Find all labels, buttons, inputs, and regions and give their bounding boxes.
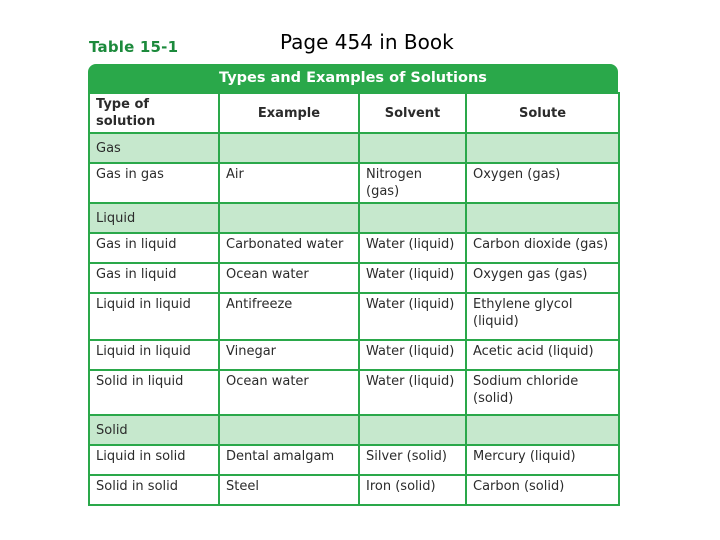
category-label: Liquid	[89, 203, 219, 233]
table-cell: Water (liquid)	[359, 340, 466, 370]
solutions-table	[88, 92, 620, 506]
table-cell: Steel	[219, 475, 359, 505]
table-row	[89, 263, 619, 293]
column-header: Type of solution	[89, 93, 219, 133]
table-cell: Nitrogen (gas)	[359, 163, 466, 203]
table-row	[89, 475, 619, 505]
column-header: Solvent	[359, 93, 466, 133]
category-row	[89, 133, 619, 163]
table-cell: Water (liquid)	[359, 263, 466, 293]
table-cell: Iron (solid)	[359, 475, 466, 505]
table-cell: Antifreeze	[219, 293, 359, 340]
column-header: Solute	[466, 93, 619, 133]
table-cell: Water (liquid)	[359, 370, 466, 415]
category-label: Gas	[89, 133, 219, 163]
table-cell: Silver (solid)	[359, 445, 466, 475]
table-row	[89, 293, 619, 340]
table-cell: Liquid in solid	[89, 445, 219, 475]
table-cell: Oxygen (gas)	[466, 163, 619, 203]
table-cell: Ocean water	[219, 263, 359, 293]
solutions-table-container	[88, 64, 618, 506]
table-cell: Solid in liquid	[89, 370, 219, 415]
table-cell: Liquid in liquid	[89, 293, 219, 340]
table-cell: Ocean water	[219, 370, 359, 415]
table-number-label: Table 15-1	[89, 38, 179, 56]
category-label: Solid	[89, 415, 219, 445]
table-row	[89, 163, 619, 203]
table-cell: Air	[219, 163, 359, 203]
table-cell: Ethylene glycol (liquid)	[466, 293, 619, 340]
category-row	[89, 203, 619, 233]
table-cell: Carbonated water	[219, 233, 359, 263]
table-cell: Sodium chloride (solid)	[466, 370, 619, 415]
table-cell: Vinegar	[219, 340, 359, 370]
table-header-row	[89, 93, 619, 133]
category-row	[89, 415, 619, 445]
table-cell: Dental amalgam	[219, 445, 359, 475]
table-row	[89, 370, 619, 415]
table-cell: Carbon dioxide (gas)	[466, 233, 619, 263]
table-row	[89, 445, 619, 475]
page-caption: Page 454 in Book	[280, 30, 454, 54]
table-cell: Gas in liquid	[89, 233, 219, 263]
table-cell: Water (liquid)	[359, 293, 466, 340]
table-title: Types and Examples of Solutions	[88, 64, 618, 92]
table-cell: Acetic acid (liquid)	[466, 340, 619, 370]
table-row	[89, 233, 619, 263]
table-row	[89, 340, 619, 370]
table-cell: Mercury (liquid)	[466, 445, 619, 475]
table-cell: Oxygen gas (gas)	[466, 263, 619, 293]
table-cell: Solid in solid	[89, 475, 219, 505]
table-cell: Liquid in liquid	[89, 340, 219, 370]
table-cell: Gas in gas	[89, 163, 219, 203]
column-header: Example	[219, 93, 359, 133]
table-cell: Gas in liquid	[89, 263, 219, 293]
table-cell: Water (liquid)	[359, 233, 466, 263]
table-cell: Carbon (solid)	[466, 475, 619, 505]
